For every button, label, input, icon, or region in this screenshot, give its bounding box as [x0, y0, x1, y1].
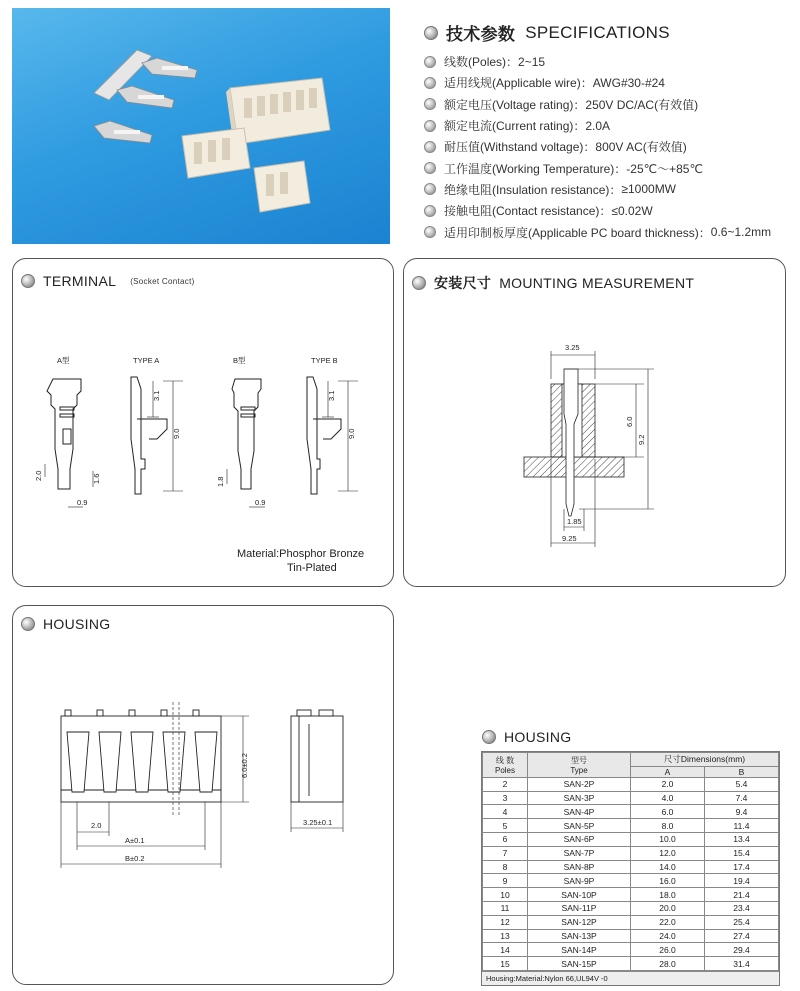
terminal-title: TERMINAL (Socket Contact) — [21, 273, 195, 289]
table-row — [483, 805, 779, 819]
table-cell: 21.4 — [704, 888, 778, 902]
spec-value: ≥1000MW — [621, 182, 677, 197]
spec-row — [424, 221, 794, 242]
table-row — [483, 929, 779, 943]
bullet-icon — [424, 98, 436, 110]
table-cell: SAN-12P — [528, 915, 631, 929]
table-row — [483, 915, 779, 929]
dim-a-90: 9.0 — [172, 428, 181, 439]
label-type-a: TYPE A — [133, 356, 160, 365]
housing-panel — [12, 605, 394, 985]
bullet-icon — [424, 77, 436, 89]
dim-325: 3.25 — [565, 343, 580, 352]
table-cell: 26.0 — [631, 943, 705, 957]
housing-table-container — [481, 751, 780, 986]
material-note: Material:Phosphor Bronze Tin-Plated — [237, 548, 365, 574]
bullet-icon — [482, 730, 496, 744]
table-cell: SAN-4P — [528, 805, 631, 819]
table-cell: 31.4 — [704, 957, 778, 971]
housing-title: HOUSING — [21, 616, 110, 632]
spec-value: AWG#30-#24 — [592, 75, 665, 90]
table-cell: 7 — [483, 846, 528, 860]
housing-table — [482, 752, 779, 971]
table-row — [483, 819, 779, 833]
dim-b-09: 0.9 — [255, 498, 266, 507]
table-cell: SAN-3P — [528, 791, 631, 805]
dim-b-90: 9.0 — [347, 428, 356, 439]
dim-b-18: 1.8 — [216, 476, 225, 487]
spec-label-en: (Poles)： — [468, 55, 519, 70]
product-photo — [12, 8, 390, 244]
spec-label-en: (Current rating)： — [492, 119, 586, 134]
table-cell: 6 — [483, 832, 528, 846]
dim-b-31: 3.1 — [327, 390, 336, 401]
bullet-icon — [424, 226, 436, 238]
table-cell: SAN-13P — [528, 929, 631, 943]
table-cell: 7.4 — [704, 791, 778, 805]
dim-a: A±0.1 — [125, 836, 145, 845]
spec-label-en: (Applicable wire)： — [492, 76, 593, 91]
col-b: B — [704, 766, 778, 777]
table-row — [483, 832, 779, 846]
spec-label-en: (Contact resistance)： — [492, 204, 612, 219]
table-cell: 17.4 — [704, 860, 778, 874]
table-cell: 27.4 — [704, 929, 778, 943]
spec-row — [424, 72, 794, 93]
table-cell: 22.0 — [631, 915, 705, 929]
col-dimensions: 尺寸Dimensions(mm) — [631, 753, 779, 767]
spec-label: 接触电阻 — [444, 204, 493, 219]
table-cell: 13 — [483, 929, 528, 943]
table-cell: 9 — [483, 874, 528, 888]
col-poles: 线 数 Poles — [483, 753, 528, 778]
table-cell: 5.4 — [704, 777, 778, 791]
spec-row — [424, 200, 794, 221]
table-cell: 2.0 — [631, 777, 705, 791]
terminal-panel — [12, 258, 394, 587]
table-cell: 6.0 — [631, 805, 705, 819]
spec-label: 额定电流 — [444, 119, 493, 134]
specifications-section — [424, 20, 794, 243]
table-cell: SAN-7P — [528, 846, 631, 860]
table-cell: 28.0 — [631, 957, 705, 971]
bullet-icon — [424, 120, 436, 132]
table-cell: 24.0 — [631, 929, 705, 943]
col-a: A — [631, 766, 705, 777]
table-row — [483, 860, 779, 874]
bullet-icon — [424, 141, 436, 153]
bullet-icon — [424, 183, 436, 195]
table-cell: 10.0 — [631, 832, 705, 846]
table-cell: SAN-9P — [528, 874, 631, 888]
spec-label: 耐压值 — [444, 140, 481, 155]
dim-a-31: 3.1 — [152, 390, 161, 401]
table-cell: SAN-6P — [528, 832, 631, 846]
table-cell: 15.4 — [704, 846, 778, 860]
table-cell: 16.0 — [631, 874, 705, 888]
table-cell: 12.0 — [631, 846, 705, 860]
bullet-icon — [424, 205, 436, 217]
dim-a-20: 2.0 — [34, 470, 43, 481]
table-cell: 14.0 — [631, 860, 705, 874]
spec-value: 250V DC/AC(有效值) — [585, 97, 699, 112]
spec-value: 0.6~1.2mm — [710, 225, 772, 240]
dim-housing-h: 6.0±0.2 — [240, 753, 249, 778]
spec-value: 800V AC(有效值) — [595, 140, 687, 155]
dim-a-09: 0.9 — [77, 498, 88, 507]
table-cell: 14 — [483, 943, 528, 957]
table-cell: 2 — [483, 777, 528, 791]
table-cell: 9.4 — [704, 805, 778, 819]
spec-label: 线数 — [444, 55, 469, 70]
table-row — [483, 943, 779, 957]
spec-row — [424, 179, 794, 200]
table-cell: 11.4 — [704, 819, 778, 833]
spec-title-cn: 技术参数 — [446, 25, 516, 44]
table-cell: 18.0 — [631, 888, 705, 902]
spec-row — [424, 94, 794, 115]
dim-pitch: 2.0 — [91, 821, 102, 830]
table-cell: 11 — [483, 901, 528, 915]
table-cell: 25.4 — [704, 915, 778, 929]
spec-label: 工作温度 — [444, 161, 493, 176]
table-cell: 4.0 — [631, 791, 705, 805]
table-cell: SAN-14P — [528, 943, 631, 957]
table-row — [483, 846, 779, 860]
dim-925: 9.25 — [562, 534, 577, 543]
dim-side: 3.25±0.1 — [303, 818, 333, 827]
bullet-icon — [424, 56, 436, 68]
spec-label-en: (Applicable PC board thickness)： — [528, 225, 711, 240]
mounting-panel — [403, 258, 786, 587]
bullet-icon — [424, 162, 436, 174]
spec-value: -25℃～+85℃ — [626, 161, 703, 176]
table-cell: 15 — [483, 957, 528, 971]
col-type: 型号 Type — [528, 753, 631, 778]
spec-list — [424, 51, 794, 243]
terminal-subtitle: (Socket Contact) — [130, 276, 195, 286]
table-cell: SAN-11P — [528, 901, 631, 915]
label-a-cn: A型 — [57, 356, 70, 365]
table-cell: 5 — [483, 819, 528, 833]
table-row — [483, 901, 779, 915]
table-cell: 29.4 — [704, 943, 778, 957]
table-cell: 20.0 — [631, 901, 705, 915]
spec-title-en: SPECIFICATIONS — [525, 22, 670, 42]
spec-value: ≤0.02W — [611, 203, 653, 218]
mounting-title: 安装尺寸 MOUNTING MEASUREMENT — [412, 273, 694, 293]
connector-illustration — [12, 8, 390, 244]
table-cell: 19.4 — [704, 874, 778, 888]
housing-table-title: HOUSING — [482, 729, 571, 745]
spec-label: 适用线规 — [444, 76, 493, 91]
housing-drawing — [13, 606, 393, 984]
spec-label-en: (Insulation resistance)： — [492, 182, 622, 197]
table-cell: 8.0 — [631, 819, 705, 833]
table-row — [483, 874, 779, 888]
spec-label-en: (Voltage rating)： — [492, 97, 586, 112]
table-row — [483, 888, 779, 902]
spec-row — [424, 51, 794, 72]
table-cell: 10 — [483, 888, 528, 902]
table-cell: 4 — [483, 805, 528, 819]
specifications-title — [424, 20, 794, 45]
spec-row — [424, 157, 794, 178]
label-type-b: TYPE B — [311, 356, 338, 365]
spec-label: 绝缘电阻 — [444, 182, 493, 197]
table-cell: SAN-5P — [528, 819, 631, 833]
table-cell: SAN-15P — [528, 957, 631, 971]
table-row — [483, 791, 779, 805]
table-cell: 12 — [483, 915, 528, 929]
spec-label-en: (Working Temperature)： — [492, 161, 627, 176]
dim-b: B±0.2 — [125, 854, 145, 863]
label-b-cn: B型 — [233, 356, 246, 365]
dim-92: 9.2 — [637, 434, 646, 445]
bullet-icon — [424, 26, 438, 40]
table-cell: 23.4 — [704, 901, 778, 915]
spec-label-en: (Withstand voltage)： — [480, 140, 596, 155]
mounting-drawing — [404, 259, 785, 586]
table-cell: SAN-10P — [528, 888, 631, 902]
table-cell: 8 — [483, 860, 528, 874]
table-cell: SAN-2P — [528, 777, 631, 791]
terminal-drawing — [13, 259, 393, 586]
table-cell: SAN-8P — [528, 860, 631, 874]
spec-row — [424, 115, 794, 136]
table-cell: 3 — [483, 791, 528, 805]
table-row — [483, 957, 779, 971]
spec-label: 适用印制板厚度 — [444, 225, 529, 240]
spec-value: 2~15 — [518, 54, 546, 69]
housing-table-footer: Housing:Material:Nylon 66,UL94V -0 — [482, 971, 779, 985]
table-row — [483, 777, 779, 791]
spec-label: 额定电压 — [444, 97, 493, 112]
spec-value: 2.0A — [585, 118, 611, 133]
dim-185: 1.85 — [567, 517, 582, 526]
table-cell: 13.4 — [704, 832, 778, 846]
dim-60: 6.0 — [625, 416, 634, 427]
spec-row — [424, 136, 794, 157]
dim-a-16: 1.6 — [92, 473, 101, 484]
